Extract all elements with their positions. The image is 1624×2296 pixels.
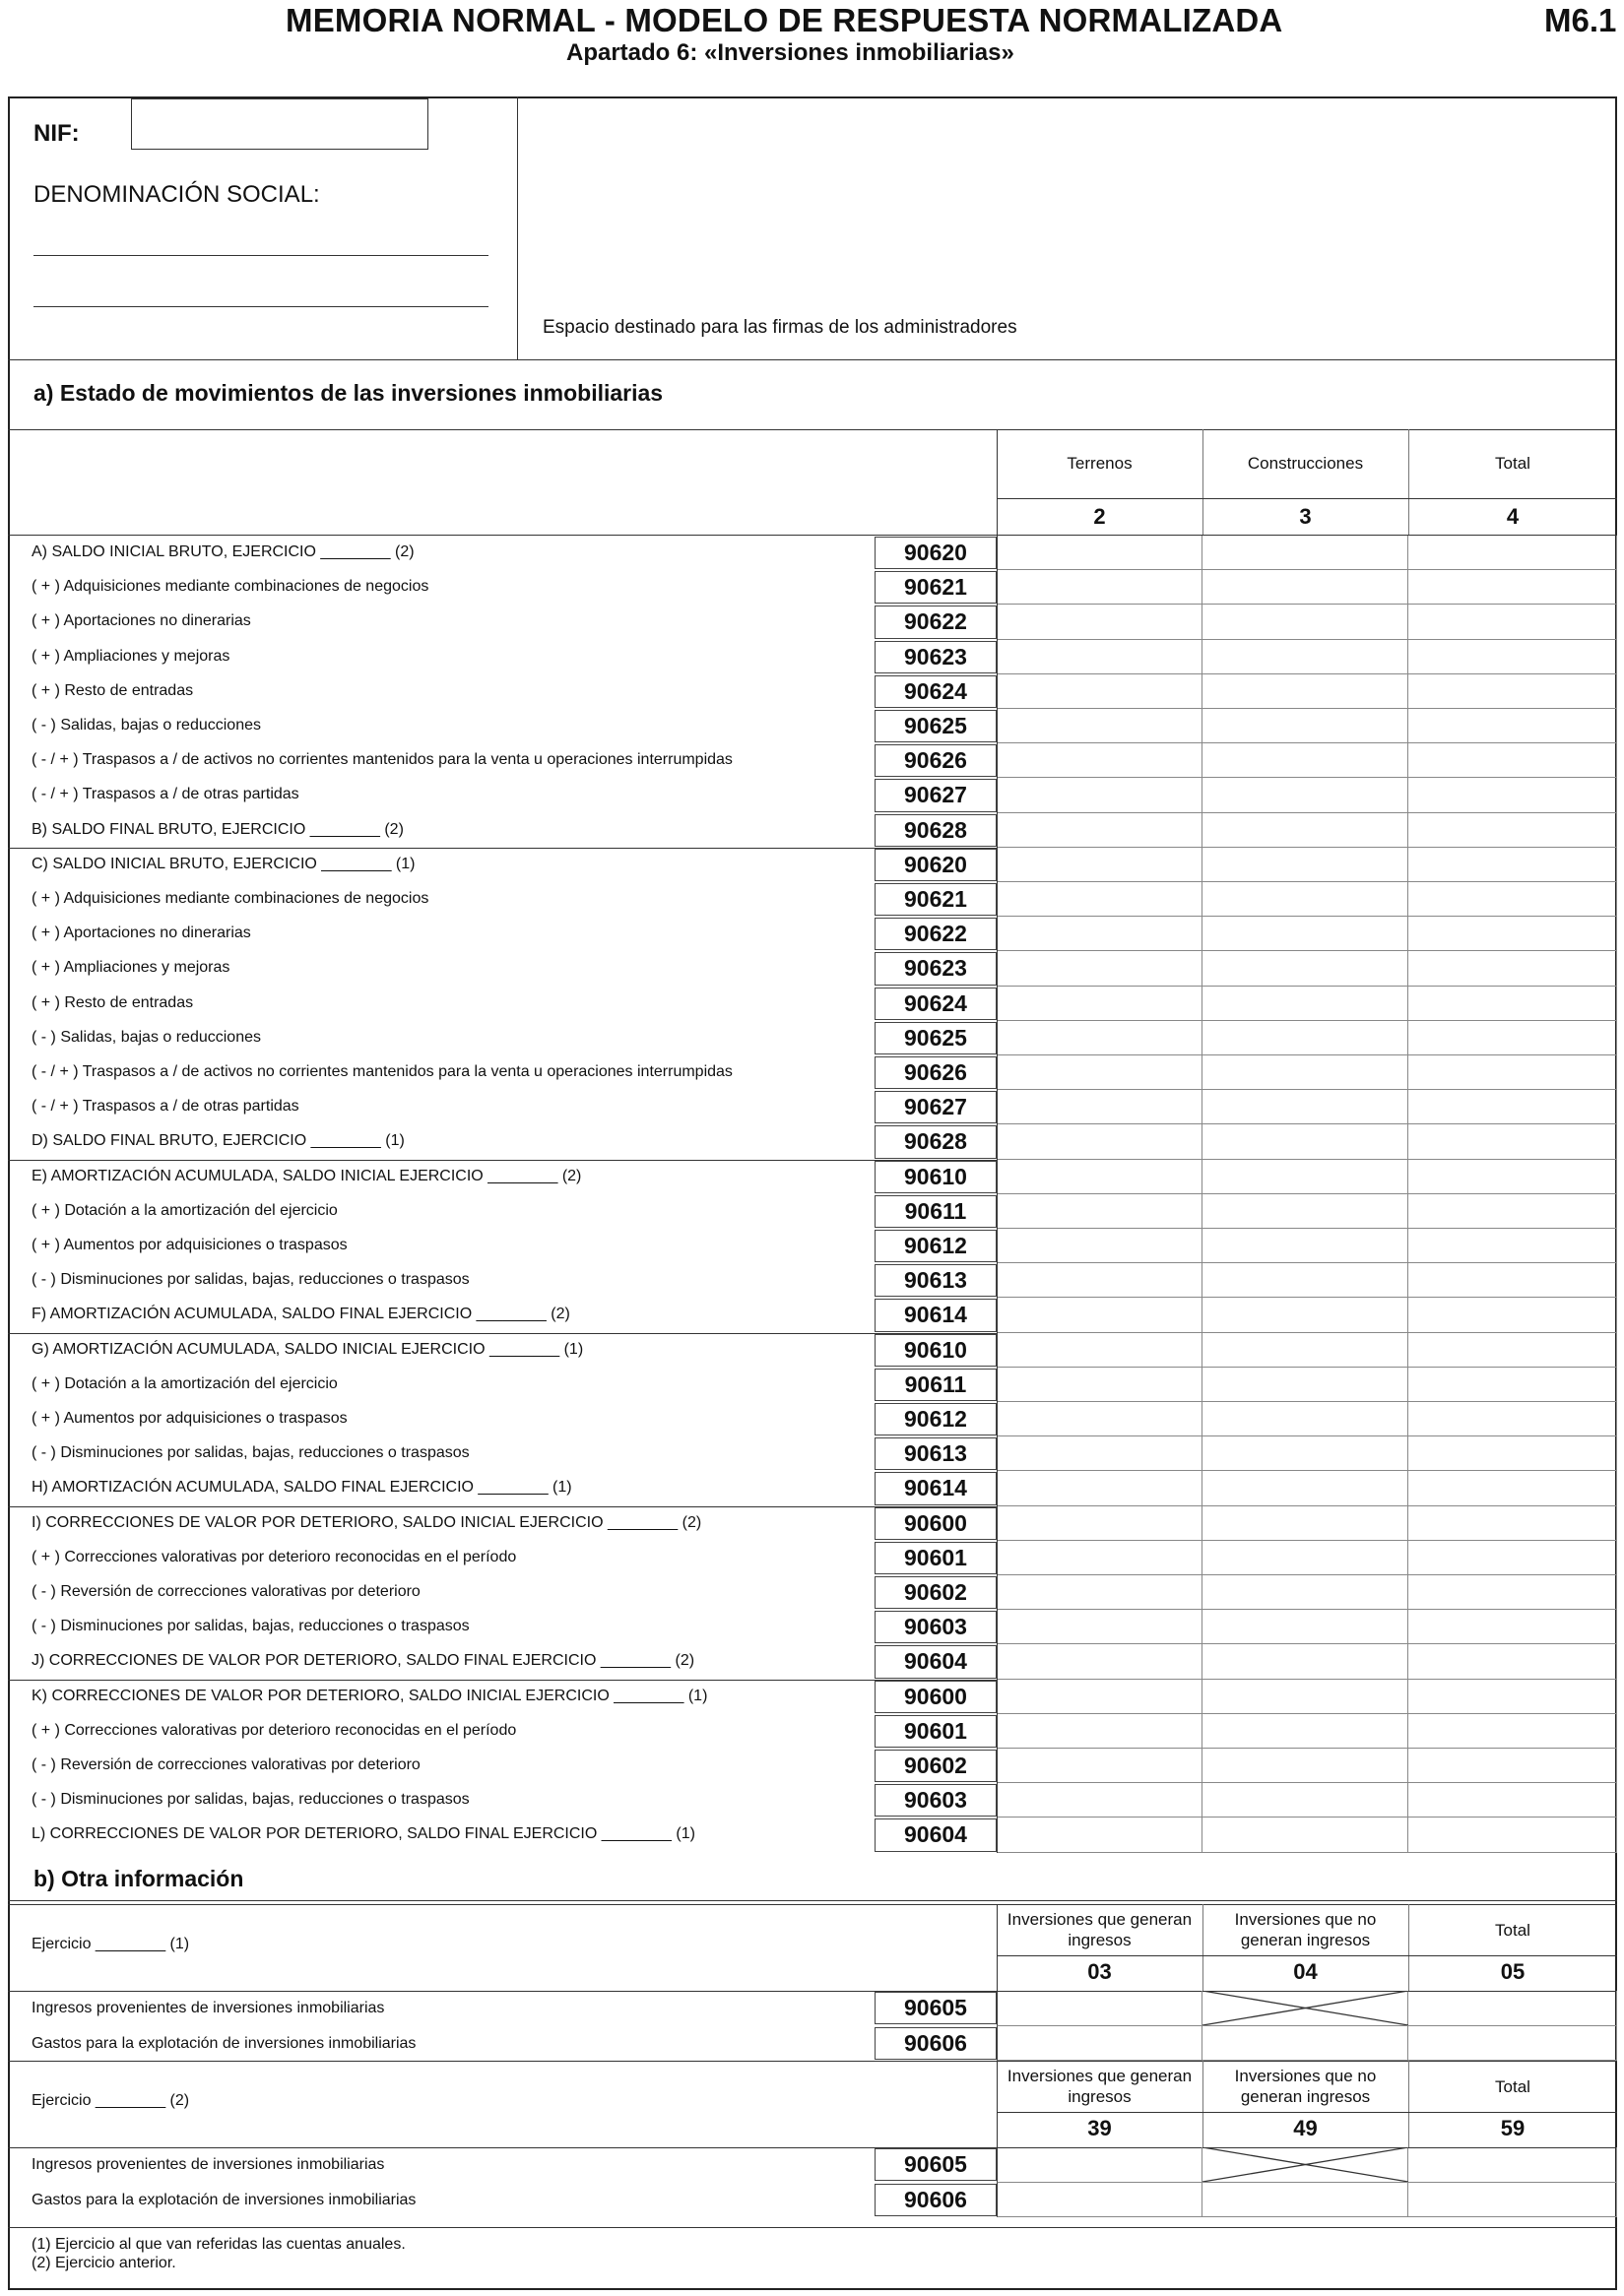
- value-cell[interactable]: [1202, 778, 1408, 812]
- value-cell[interactable]: [997, 951, 1202, 986]
- value-cell[interactable]: [1408, 1194, 1617, 1229]
- group-divider: [8, 1160, 997, 1161]
- value-cell[interactable]: [1202, 951, 1408, 986]
- value-cell[interactable]: [1202, 1090, 1408, 1124]
- value-cell[interactable]: [1202, 536, 1408, 570]
- value-cell[interactable]: [997, 536, 1202, 570]
- value-cell[interactable]: [997, 1402, 1202, 1436]
- row-code: 90611: [904, 1197, 967, 1224]
- value-cell[interactable]: [1408, 2026, 1617, 2062]
- row-code: 90625: [904, 713, 967, 738]
- value-cell[interactable]: [1202, 674, 1408, 709]
- value-cell[interactable]: [1202, 605, 1408, 639]
- row-code: 90628: [904, 1128, 967, 1155]
- value-cell[interactable]: [1202, 1749, 1408, 1783]
- value-cell[interactable]: [1408, 1436, 1617, 1471]
- cross-mark-icon: [1202, 1991, 1408, 2025]
- column-number: 39: [1087, 2116, 1112, 2140]
- value-cell[interactable]: [1408, 1229, 1617, 1263]
- value-cell[interactable]: [997, 987, 1202, 1021]
- row-label: Ingresos provenientes de inversiones inmobiliarias: [32, 2000, 385, 2016]
- value-cell[interactable]: [997, 848, 1202, 882]
- value-cell[interactable]: [1202, 1818, 1408, 1852]
- value-cell[interactable]: [1202, 2026, 1408, 2062]
- row-label: ( + ) Resto de entradas: [32, 993, 194, 1011]
- value-cell[interactable]: [997, 570, 1202, 605]
- value-cell[interactable]: [997, 1021, 1202, 1055]
- row-code: 90605: [904, 1995, 967, 2020]
- row-label: ( + ) Dotación a la amortización del ejercicio: [32, 1201, 338, 1219]
- value-cell[interactable]: [1202, 1644, 1408, 1679]
- row-code: 90624: [904, 989, 967, 1016]
- crossed-out-cell: [1202, 1991, 1408, 2026]
- row-code: 90600: [904, 1509, 967, 1536]
- group-divider: [8, 1506, 997, 1507]
- value-cell[interactable]: [1408, 640, 1617, 674]
- value-cell[interactable]: [1202, 1194, 1408, 1229]
- footnote-2: (2) Ejercicio anterior.: [32, 2255, 176, 2271]
- row-label: ( - ) Salidas, bajas o reducciones: [32, 1028, 261, 1046]
- row-code: 90612: [904, 1406, 967, 1432]
- row-code: 90605: [904, 2151, 967, 2177]
- value-cell[interactable]: [997, 1749, 1202, 1783]
- row-label: ( + ) Ampliaciones y mejoras: [32, 647, 230, 665]
- value-cell[interactable]: [1202, 1783, 1408, 1818]
- row-label: ( + ) Dotación a la amortización del ejercicio: [32, 1374, 338, 1392]
- value-cell[interactable]: [997, 1541, 1202, 1575]
- value-cell[interactable]: [997, 1090, 1202, 1124]
- column-header-construcciones: Construcciones: [1247, 454, 1364, 473]
- value-cell[interactable]: [1202, 1402, 1408, 1436]
- value-cell[interactable]: [997, 1610, 1202, 1644]
- value-cell[interactable]: [997, 1333, 1202, 1368]
- value-cell[interactable]: [1202, 1436, 1408, 1471]
- value-cell[interactable]: [1408, 1160, 1617, 1194]
- value-cell[interactable]: [1408, 1575, 1617, 1610]
- model-code: M6.1: [1544, 2, 1617, 38]
- value-cell[interactable]: [1202, 1160, 1408, 1194]
- row-label: J) CORRECCIONES DE VALOR POR DETERIORO, SALDO FINAL EJERCICIO ________ (2): [32, 1652, 695, 1670]
- row-code: 90622: [904, 921, 967, 947]
- row-label: ( + ) Adquisiciones mediante combinaciones de negocios: [32, 578, 429, 596]
- value-cell[interactable]: [997, 1471, 1202, 1505]
- row-code: 90613: [904, 1440, 967, 1467]
- cross-mark-icon: [1202, 2147, 1408, 2182]
- row-label: I) CORRECCIONES DE VALOR POR DETERIORO, SALDO INICIAL EJERCICIO ________ (2): [32, 1513, 702, 1531]
- value-cell[interactable]: [997, 1160, 1202, 1194]
- value-cell[interactable]: [1408, 882, 1617, 917]
- row-label: ( - / + ) Traspasos a / de otras partidas: [32, 1098, 299, 1116]
- row-label: ( - / + ) Traspasos a / de activos no corrientes mantenidos para la venta u operaciones interrumpidas: [32, 751, 733, 769]
- row-code: 90606: [904, 2029, 967, 2056]
- row-code: 90625: [904, 1024, 967, 1051]
- value-cell[interactable]: [997, 674, 1202, 709]
- column-number: 3: [1299, 504, 1312, 529]
- value-cell[interactable]: [997, 1714, 1202, 1749]
- value-cell[interactable]: [1202, 1263, 1408, 1298]
- value-cell[interactable]: [1202, 640, 1408, 674]
- value-cell[interactable]: [997, 778, 1202, 812]
- group-divider: [8, 1680, 997, 1681]
- company-name-label: DENOMINACIÓN SOCIAL:: [33, 181, 320, 208]
- value-cell[interactable]: [997, 1991, 1202, 2026]
- value-cell[interactable]: [997, 2026, 1202, 2062]
- row-code: 90600: [904, 1683, 967, 1709]
- value-cell[interactable]: [1408, 1610, 1617, 1644]
- divider: [997, 1955, 1617, 1956]
- value-cell[interactable]: [1408, 1333, 1617, 1368]
- value-cell[interactable]: [1408, 1298, 1617, 1332]
- row-code: 90628: [904, 816, 967, 843]
- row-code: 90602: [904, 1579, 967, 1605]
- value-cell[interactable]: [1202, 1333, 1408, 1368]
- row-label: Gastos para la explotación de inversiones inmobiliarias: [32, 2034, 417, 2052]
- value-cell[interactable]: [997, 1194, 1202, 1229]
- column-header-total: Total: [1495, 454, 1530, 473]
- value-cell[interactable]: [997, 1298, 1202, 1332]
- row-label: ( - ) Disminuciones por salidas, bajas, reducciones o traspasos: [32, 1444, 470, 1462]
- divider: [997, 498, 1617, 499]
- row-label: K) CORRECCIONES DE VALOR POR DETERIORO, SALDO INICIAL EJERCICIO ________ (1): [32, 1687, 708, 1704]
- value-cell[interactable]: [1202, 1229, 1408, 1263]
- row-code: 90604: [904, 1821, 967, 1848]
- row-label: D) SALDO FINAL BRUTO, EJERCICIO ________ (1): [32, 1132, 405, 1150]
- value-cell[interactable]: [1408, 1541, 1617, 1575]
- row-label: ( + ) Aumentos por adquisiciones o traspasos: [32, 1410, 348, 1427]
- value-cell[interactable]: [1408, 570, 1617, 605]
- column-number: 49: [1293, 2116, 1318, 2140]
- value-cell[interactable]: [997, 882, 1202, 917]
- row-label: Gastos para la explotación de inversiones inmobiliarias: [32, 2191, 417, 2208]
- column-number: 4: [1506, 504, 1520, 529]
- row-label: ( - / + ) Traspasos a / de otras partidas: [32, 786, 299, 803]
- value-cell[interactable]: [997, 1229, 1202, 1263]
- row-code: 90610: [904, 1336, 967, 1363]
- row-code: 90601: [904, 1717, 967, 1744]
- divider: [8, 359, 1617, 360]
- row-code: 90621: [904, 574, 967, 601]
- value-cell[interactable]: [997, 2147, 1202, 2183]
- row-label: ( - ) Disminuciones por salidas, bajas, reducciones o traspasos: [32, 1271, 470, 1289]
- value-cell[interactable]: [1408, 1124, 1617, 1159]
- value-cell[interactable]: [1408, 987, 1617, 1021]
- row-code: 90621: [904, 886, 967, 912]
- row-code: 90601: [904, 1544, 967, 1570]
- crossed-out-cell: [1202, 2147, 1408, 2183]
- value-cell[interactable]: [1202, 1021, 1408, 1055]
- value-cell[interactable]: [1202, 1368, 1408, 1402]
- row-code: 90613: [904, 1267, 967, 1294]
- column-number: 59: [1500, 2116, 1526, 2140]
- value-cell[interactable]: [997, 917, 1202, 951]
- row-label: F) AMORTIZACIÓN ACUMULADA, SALDO FINAL EJERCICIO ________ (2): [32, 1306, 570, 1323]
- value-cell[interactable]: [1408, 1368, 1617, 1402]
- row-label: ( + ) Aportaciones no dinerarias: [32, 925, 251, 942]
- row-label: G) AMORTIZACIÓN ACUMULADA, SALDO INICIAL EJERCICIO ________ (1): [32, 1340, 584, 1358]
- column-header: Inversiones que generan ingresos: [1007, 1910, 1193, 1949]
- row-code: 90626: [904, 747, 967, 774]
- value-cell[interactable]: [1202, 1298, 1408, 1332]
- value-cell[interactable]: [1408, 1714, 1617, 1749]
- divider: [997, 2112, 1617, 2113]
- row-label: ( - ) Reversión de correcciones valorativas por deterioro: [32, 1756, 421, 1773]
- value-cell[interactable]: [1202, 1471, 1408, 1505]
- section-a-title: a) Estado de movimientos de las inversiones inmobiliarias: [33, 380, 664, 406]
- value-cell[interactable]: [997, 743, 1202, 778]
- divider: [8, 1900, 1617, 1901]
- value-cell[interactable]: [997, 1644, 1202, 1679]
- divider: [8, 2061, 1617, 2062]
- row-label: E) AMORTIZACIÓN ACUMULADA, SALDO INICIAL EJERCICIO ________ (2): [32, 1167, 582, 1184]
- value-cell[interactable]: [1202, 1506, 1408, 1541]
- row-label: ( - / + ) Traspasos a / de activos no corrientes mantenidos para la venta u operaciones interrumpidas: [32, 1063, 733, 1080]
- value-cell[interactable]: [1202, 1541, 1408, 1575]
- row-code: 90603: [904, 1787, 967, 1814]
- value-cell[interactable]: [1202, 1575, 1408, 1610]
- value-cell[interactable]: [1408, 1402, 1617, 1436]
- value-cell[interactable]: [1408, 848, 1617, 882]
- value-cell[interactable]: [997, 1783, 1202, 1818]
- row-code: 90622: [904, 608, 967, 635]
- column-header-terrenos: Terrenos: [1067, 454, 1133, 473]
- value-cell[interactable]: [1408, 951, 1617, 986]
- value-cell[interactable]: [1202, 1714, 1408, 1749]
- row-label: ( + ) Aportaciones no dinerarias: [32, 612, 251, 630]
- value-cell[interactable]: [997, 1818, 1202, 1852]
- value-cell[interactable]: [1202, 882, 1408, 917]
- row-label: ( - ) Disminuciones por salidas, bajas, reducciones o traspasos: [32, 1618, 470, 1635]
- value-cell[interactable]: [1408, 1749, 1617, 1783]
- value-cell[interactable]: [1408, 1021, 1617, 1055]
- company-name-line-2[interactable]: [33, 306, 488, 307]
- value-cell[interactable]: [1408, 743, 1617, 778]
- column-number: 05: [1500, 1959, 1526, 1984]
- group-divider: [8, 1333, 997, 1334]
- value-cell[interactable]: [997, 1055, 1202, 1090]
- value-cell[interactable]: [1202, 848, 1408, 882]
- column-divider: [997, 536, 998, 1853]
- value-cell[interactable]: [1202, 570, 1408, 605]
- signature-divider: [517, 96, 518, 360]
- row-code: 90602: [904, 1753, 967, 1778]
- value-cell[interactable]: [1202, 917, 1408, 951]
- row-label: ( + ) Correcciones valorativas por deterioro reconocidas en el período: [32, 1548, 517, 1565]
- divider: [8, 1904, 1617, 1905]
- value-cell[interactable]: [1408, 674, 1617, 709]
- value-cell[interactable]: [997, 1575, 1202, 1610]
- value-cell[interactable]: [997, 605, 1202, 639]
- row-code: 90623: [904, 643, 967, 670]
- page-title: MEMORIA NORMAL - MODELO DE RESPUESTA NORMALIZADA: [286, 2, 1283, 38]
- value-cell[interactable]: [997, 813, 1202, 848]
- row-label: ( + ) Adquisiciones mediante combinaciones de negocios: [32, 890, 429, 907]
- row-label: Ingresos provenientes de inversiones inmobiliarias: [32, 2156, 385, 2173]
- value-cell[interactable]: [997, 1680, 1202, 1714]
- value-cell[interactable]: [1408, 2183, 1617, 2218]
- row-label: ( + ) Correcciones valorativas por deterioro reconocidas en el período: [32, 1721, 517, 1739]
- value-cell[interactable]: [997, 709, 1202, 743]
- value-cell[interactable]: [1408, 536, 1617, 570]
- row-label: B) SALDO FINAL BRUTO, EJERCICIO ________ (2): [32, 820, 404, 838]
- row-label: ( + ) Aumentos por adquisiciones o traspasos: [32, 1237, 348, 1253]
- row-code: 90614: [904, 1475, 967, 1501]
- value-cell[interactable]: [997, 1436, 1202, 1471]
- value-cell[interactable]: [1202, 1610, 1408, 1644]
- value-cell[interactable]: [1202, 813, 1408, 848]
- row-code: 90626: [904, 1059, 967, 1085]
- section-b-title: b) Otra información: [33, 1866, 244, 1891]
- value-cell[interactable]: [997, 1506, 1202, 1541]
- value-cell[interactable]: [1202, 987, 1408, 1021]
- column-header: Inversiones que no generan ingresos: [1234, 1910, 1377, 1949]
- value-cell[interactable]: [1408, 1644, 1617, 1679]
- value-cell[interactable]: [1408, 1991, 1617, 2026]
- row-label: ( + ) Resto de entradas: [32, 681, 194, 699]
- value-cell[interactable]: [1202, 1680, 1408, 1714]
- column-header: Inversiones que no generan ingresos: [1234, 2067, 1377, 2106]
- column-header: Total: [1495, 1921, 1530, 1940]
- exercise-label: Ejercicio ________ (1): [32, 1936, 190, 1952]
- value-cell[interactable]: [1408, 778, 1617, 812]
- value-cell[interactable]: [1408, 917, 1617, 951]
- column-header: Inversiones que generan ingresos: [1007, 2067, 1193, 2106]
- row-code: 90606: [904, 2186, 967, 2212]
- value-cell[interactable]: [1408, 1263, 1617, 1298]
- column-header: Total: [1495, 2077, 1530, 2096]
- row-code: 90604: [904, 1648, 967, 1675]
- value-cell[interactable]: [1408, 1783, 1617, 1818]
- value-cell[interactable]: [997, 1124, 1202, 1159]
- row-code: 90627: [904, 1094, 967, 1120]
- row-label: ( + ) Ampliaciones y mejoras: [32, 959, 230, 977]
- row-code: 90624: [904, 677, 967, 704]
- value-cell[interactable]: [1408, 2147, 1617, 2183]
- value-cell[interactable]: [1408, 1818, 1617, 1852]
- row-label: A) SALDO INICIAL BRUTO, EJERCICIO ________ (2): [32, 543, 415, 560]
- footnote-1: (1) Ejercicio al que van referidas las cuentas anuales.: [32, 2236, 406, 2253]
- value-cell[interactable]: [1202, 1055, 1408, 1090]
- value-cell[interactable]: [1408, 1055, 1617, 1090]
- row-code: 90620: [904, 540, 967, 565]
- value-cell[interactable]: [1408, 605, 1617, 639]
- value-cell[interactable]: [997, 2183, 1202, 2218]
- value-cell[interactable]: [997, 1263, 1202, 1298]
- row-code: 90623: [904, 955, 967, 982]
- row-label: ( - ) Disminuciones por salidas, bajas, reducciones o traspasos: [32, 1791, 470, 1809]
- row-label: ( - ) Salidas, bajas o reducciones: [32, 717, 261, 733]
- company-name-line-1[interactable]: [33, 255, 488, 256]
- value-cell[interactable]: [1408, 1680, 1617, 1714]
- row-code: 90627: [904, 782, 967, 808]
- row-label: C) SALDO INICIAL BRUTO, EJERCICIO ________ (1): [32, 855, 416, 872]
- row-code: 90611: [904, 1371, 967, 1397]
- value-cell[interactable]: [1202, 709, 1408, 743]
- row-label: L) CORRECCIONES DE VALOR POR DETERIORO, SALDO FINAL EJERCICIO ________ (1): [32, 1825, 695, 1843]
- value-cell[interactable]: [997, 1368, 1202, 1402]
- value-cell[interactable]: [1408, 1090, 1617, 1124]
- column-number: 03: [1087, 1959, 1112, 1984]
- row-code: 90620: [904, 851, 967, 877]
- row-code: 90612: [904, 1233, 967, 1258]
- row-code: 90614: [904, 1302, 967, 1328]
- column-number: 2: [1093, 504, 1106, 529]
- value-cell[interactable]: [1202, 1124, 1408, 1159]
- value-cell[interactable]: [1408, 1471, 1617, 1505]
- value-cell[interactable]: [1408, 1506, 1617, 1541]
- row-code: 90610: [904, 1163, 967, 1189]
- group-divider: [8, 848, 997, 849]
- row-code: 90603: [904, 1614, 967, 1640]
- column-number: 04: [1293, 1959, 1318, 1984]
- row-label: H) AMORTIZACIÓN ACUMULADA, SALDO FINAL EJERCICIO ________ (1): [32, 1479, 572, 1497]
- value-cell[interactable]: [1408, 709, 1617, 743]
- page-subtitle: Apartado 6: «Inversiones inmobiliarias»: [566, 39, 1014, 66]
- divider: [8, 429, 1617, 430]
- value-cell[interactable]: [1408, 813, 1617, 848]
- signature-note: Espacio destinado para las firmas de los administradores: [543, 317, 1017, 338]
- value-cell[interactable]: [1202, 2183, 1408, 2218]
- divider: [8, 2227, 1617, 2228]
- exercise-label: Ejercicio ________ (2): [32, 2092, 190, 2109]
- nif-field[interactable]: [131, 98, 428, 150]
- row-label: ( - ) Reversión de correcciones valorativas por deterioro: [32, 1583, 421, 1600]
- value-cell[interactable]: [997, 640, 1202, 674]
- nif-label: NIF:: [33, 120, 80, 147]
- value-cell[interactable]: [1202, 743, 1408, 778]
